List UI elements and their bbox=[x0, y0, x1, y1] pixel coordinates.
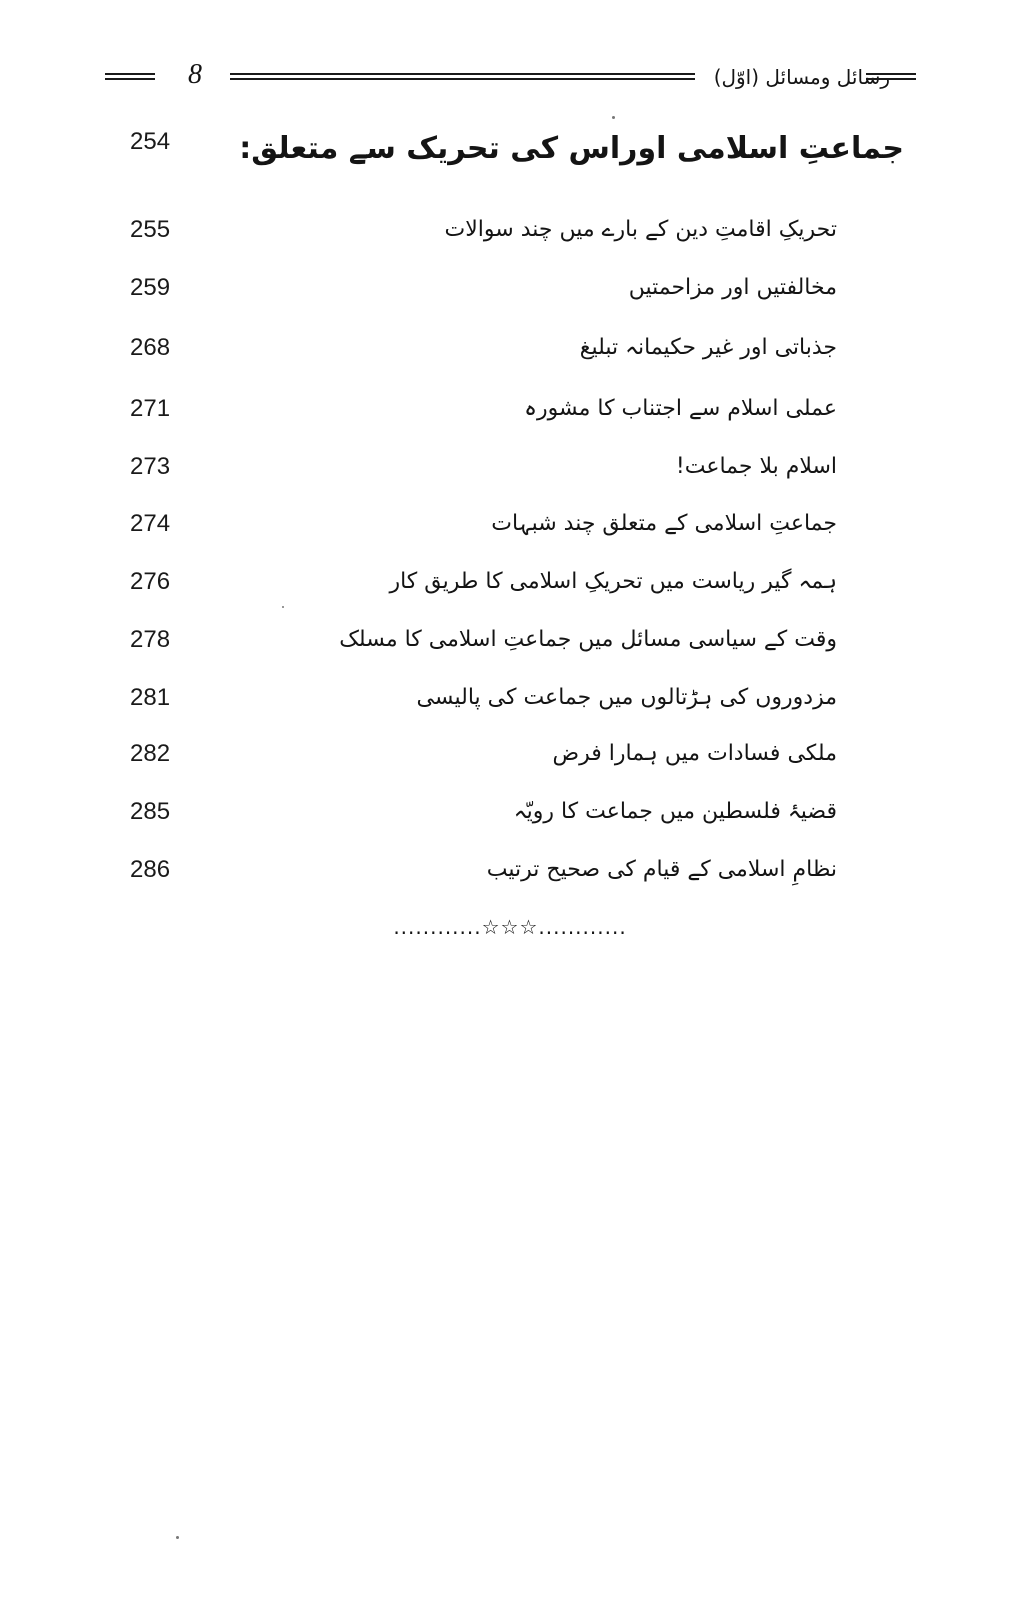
toc-entry bbox=[0, 562, 1024, 602]
toc-entry-title: جماعتِ اسلامی کے متعلق چند شبہات bbox=[491, 511, 837, 536]
toc-page-number: 268 bbox=[130, 334, 171, 361]
toc-entry-title: وقت کے سیاسی مسائل میں جماعتِ اسلامی کا مسلک bbox=[339, 627, 837, 652]
toc-page-number: 286 bbox=[130, 856, 171, 883]
toc-entry-title: قضیۂ فلسطین میں جماعت کا رویّہ bbox=[513, 799, 837, 824]
scan-speck bbox=[282, 606, 284, 608]
toc-entry-title: ملکی فسادات میں ہمارا فرض bbox=[552, 741, 837, 766]
toc-entry bbox=[0, 389, 1024, 429]
toc-entry bbox=[0, 210, 1024, 250]
toc-entry-title: ہمہ گیر ریاست میں تحریکِ اسلامی کا طریق کار bbox=[389, 569, 837, 594]
scan-speck bbox=[176, 1536, 179, 1539]
toc-entry bbox=[0, 328, 1024, 368]
toc-entry bbox=[0, 734, 1024, 774]
toc-page-number: 281 bbox=[130, 684, 171, 711]
toc-page-number: 274 bbox=[130, 510, 171, 537]
toc-entry-title: نظامِ اسلامی کے قیام کی صحیح ترتیب bbox=[486, 857, 837, 882]
page-number: 8 bbox=[188, 59, 202, 90]
toc-entry-title: عملی اسلام سے اجتناب کا مشورہ bbox=[524, 396, 837, 421]
header-rule-right bbox=[866, 73, 916, 80]
toc-page-number: 259 bbox=[130, 274, 171, 301]
toc-entry-title: مخالفتیں اور مزاحمتیں bbox=[628, 275, 837, 300]
toc-section-title: جماعتِ اسلامی اوراس کی تحریک سے متعلق: bbox=[239, 131, 904, 166]
toc-page-number: 255 bbox=[130, 216, 171, 243]
toc-entry bbox=[0, 792, 1024, 832]
toc-entry bbox=[0, 447, 1024, 487]
toc-entry bbox=[0, 850, 1024, 890]
toc-page-number: 278 bbox=[130, 626, 171, 653]
toc-entry bbox=[0, 678, 1024, 718]
toc-entry-title: تحریکِ اقامتِ دین کے بارے میں چند سوالات bbox=[444, 217, 837, 242]
toc-entry-title: اسلام بلا جماعت! bbox=[675, 454, 837, 479]
scan-speck bbox=[612, 116, 615, 119]
header-rule-left bbox=[105, 73, 155, 80]
toc-page-number: 282 bbox=[130, 740, 171, 767]
toc-page-number: 271 bbox=[130, 395, 171, 422]
toc-page-number: 285 bbox=[130, 798, 171, 825]
toc-entry bbox=[0, 620, 1024, 660]
header-rule-middle bbox=[230, 73, 695, 80]
toc-page-number: 273 bbox=[130, 453, 171, 480]
toc-section-heading bbox=[0, 124, 1024, 164]
toc-entry-title: مزدوروں کی ہڑتالوں میں جماعت کی پالیسی bbox=[416, 685, 837, 710]
toc-entry bbox=[0, 268, 1024, 308]
toc-entry-title: جذباتی اور غیر حکیمانہ تبلیغ bbox=[579, 335, 837, 360]
running-title: رسائل ومسائل (اوّل) bbox=[713, 65, 890, 89]
toc-page-number: 276 bbox=[130, 568, 171, 595]
toc-entry bbox=[0, 504, 1024, 544]
toc-page-number: 254 bbox=[130, 128, 171, 155]
end-ornament: ............☆☆☆............ bbox=[393, 915, 627, 939]
